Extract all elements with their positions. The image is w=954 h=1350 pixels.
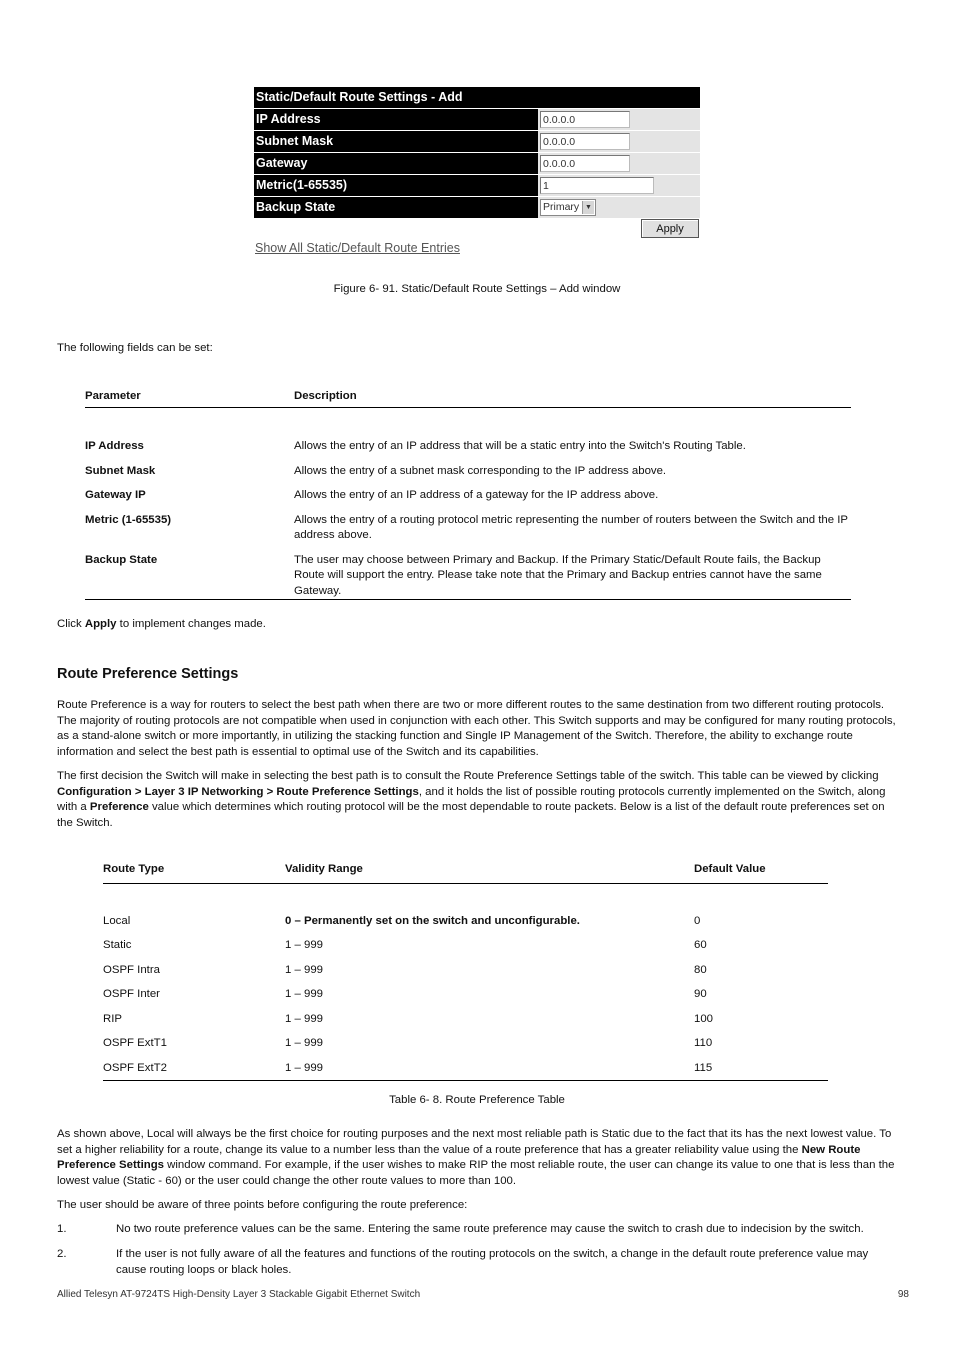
table-row (103, 1031, 828, 1056)
param-desc: Allows the entry of a subnet mask corresponding to the IP address above. (294, 464, 667, 477)
param-desc: Allows the entry of an IP address of a gateway for the IP address above. (294, 489, 659, 501)
header-route-type: Route Type (103, 863, 285, 884)
table-header-row (85, 389, 851, 408)
header-validity-range: Validity Range (285, 863, 694, 884)
validity-range: 0 – Permanently set on the switch and unconfigurable. (285, 914, 580, 927)
param-desc: The user may choose between Primary and Backup. If the Primary Static/Default Route fails, the Backup Route will support the entry. Please take note that the Primary and Backup entries cannot have the same Gateway. (294, 553, 851, 600)
subnet-mask-input[interactable]: 0.0.0.0 (540, 133, 630, 150)
table-row (103, 909, 828, 934)
gateway-input[interactable]: 0.0.0.0 (540, 155, 630, 172)
validity-range: 1 – 999 (285, 1012, 324, 1025)
table-row (85, 464, 851, 489)
default-value: 115 (694, 1056, 828, 1081)
default-value: 60 (694, 939, 707, 952)
metric-row (254, 175, 700, 196)
table-row (103, 1007, 828, 1032)
preference-term: Preference (89, 801, 149, 814)
header-parameter: Parameter (85, 389, 294, 408)
ip-address-label: IP Address (254, 109, 538, 130)
param-name: Gateway IP (85, 489, 146, 501)
table-row (103, 1056, 828, 1081)
param-name: Subnet Mask (85, 464, 156, 477)
default-value: 110 (694, 1037, 713, 1050)
metric-input[interactable]: 1 (540, 177, 654, 194)
header-description: Description (294, 389, 851, 408)
click-apply-bold: Apply (84, 618, 117, 630)
point-text: If the user is not fully aware of all the features and functions of the routing protocols on the switch, a change in the default route preference value may cause routing loops or black holes. (116, 1248, 869, 1276)
footer-product: Allied Telesyn AT-9724TS High-Density Layer 3 Stackable Gigabit Ethernet Switch (57, 1289, 421, 1300)
para2-a: The first decision the Switch will make in selecting the best path is to consult the Route Preference Settings table of the switch. This table can be viewed by clicking (57, 770, 879, 782)
table-row (103, 933, 828, 958)
backup-state-select[interactable] (540, 199, 596, 216)
ip-address-row (254, 109, 700, 130)
para3-a: As shown above, Local will always be the first choice for routing purposes and the next most reliable path is Static due to the fact that its has the next lowest value. To set a higher reliability for a route, change its value to a number less than the value of a route preference that has a greater reliability value using the (57, 1128, 892, 1156)
validity-range: 1 – 999 (285, 939, 324, 952)
paragraph-2 (57, 769, 897, 831)
route-type: OSPF ExtT2 (103, 1056, 285, 1081)
route-settings-panel (254, 87, 700, 255)
apply-button[interactable]: Apply (641, 219, 699, 238)
point-text: No two route preference values can be the same. Entering the same route preference may cause the switch to crash due to indecision by the switch. (116, 1223, 864, 1235)
metric-label: Metric(1-65535) (254, 175, 538, 196)
table-header-row (103, 863, 828, 884)
validity-range: 1 – 999 (285, 988, 324, 1001)
section-title: Route Preference Settings (57, 666, 239, 682)
param-desc: Allows the entry of a routing protocol metric representing the number of routers between the Switch and the IP address above. (294, 513, 848, 542)
paragraph-4: The user should be aware of three points before configuring the route preference: (57, 1199, 468, 1211)
chevron-down-icon: ▼ (582, 201, 594, 214)
menu-path: Configuration > Layer 3 IP Networking > Route Preference Settings (57, 785, 419, 798)
table-row (85, 513, 851, 553)
backup-state-label: Backup State (254, 197, 538, 218)
backup-state-row (254, 197, 700, 218)
gateway-row (254, 153, 700, 174)
subnet-mask-row (254, 131, 700, 152)
gateway-label: Gateway (254, 153, 538, 174)
route-type: OSPF ExtT1 (103, 1037, 167, 1050)
route-type: Static (103, 939, 132, 952)
validity-range: 1 – 999 (285, 1056, 694, 1081)
click-apply-post: to implement changes made. (116, 618, 266, 630)
panel-title: Static/Default Route Settings - Add (254, 87, 700, 108)
click-apply-pre: Click (57, 618, 85, 630)
subnet-mask-label: Subnet Mask (254, 131, 538, 152)
table-row (85, 439, 851, 464)
route-type: OSPF Inter (103, 988, 160, 1001)
para3-c: window command. For example, if the user wishes to make RIP the most reliable route, the user can change its value to one that is less than the lowest value (Static - 60) or the user could change the other route values to more than 100. (57, 1159, 895, 1187)
default-value: 100 (694, 1012, 714, 1025)
route-preference-table (103, 863, 828, 1081)
backup-state-value: Primary (543, 201, 580, 213)
param-name: Backup State (85, 553, 294, 600)
para2-c: , and it holds the list of possible routing protocols currently implemented on the Switch, along with a (57, 785, 886, 814)
route-type: RIP (103, 1012, 122, 1025)
table-row (85, 488, 851, 513)
show-all-entries-link[interactable]: Show All Static/Default Route Entries (255, 241, 460, 255)
default-value: 0 (694, 914, 701, 927)
table-row (85, 553, 851, 600)
figure-caption: Figure 6- 91. Static/Default Route Settings – Add window (333, 283, 621, 295)
default-value: 80 (694, 963, 707, 976)
table-row (103, 958, 828, 983)
validity-range: 1 – 999 (285, 1037, 324, 1050)
page-number: 98 (897, 1289, 909, 1300)
route-type: OSPF Intra (103, 963, 160, 976)
point-number: 1. (57, 1223, 67, 1235)
table-caption: Table 6- 8. Route Preference Table (389, 1094, 565, 1106)
header-default-value: Default Value (694, 863, 828, 884)
validity-range: 1 – 999 (285, 963, 324, 976)
param-desc: Allows the entry of an IP address that will be a static entry into the Switch's Routing Table. (294, 440, 746, 452)
ip-address-input[interactable]: 0.0.0.0 (540, 111, 630, 128)
table-row (103, 982, 828, 1007)
param-name: Metric (1-65535) (85, 513, 172, 526)
paragraph-1: Route Preference is a way for routers to select the best path when there are two or more different routes to the same destination from two different routing protocols. The majority of routing protocols are not compatible when used in conjunction with each other. This Switch supports and may be configured for many routing protocols, as a stand-alone switch or more importantly, in utilizing the stacking function and Single IP Management of the Switch. Therefore, the ability to exchange route information and select the best path is essential to optimal use of the Switch and its capabilities. (57, 699, 896, 758)
default-value: 90 (694, 988, 707, 1001)
paragraph-3 (57, 1127, 897, 1189)
para2-e: value which determines which routing protocol will be the most dependable to route packets. Below is a list of the default route preferences set on the Switch. (57, 801, 885, 829)
command-name: New Route Preference Settings (57, 1143, 861, 1172)
click-apply-text (57, 617, 266, 633)
point-number: 2. (57, 1248, 67, 1260)
param-name: IP Address (85, 440, 144, 452)
intro-text: The following fields can be set: (57, 342, 213, 354)
route-type: Local (103, 914, 131, 927)
parameter-table (85, 389, 851, 600)
